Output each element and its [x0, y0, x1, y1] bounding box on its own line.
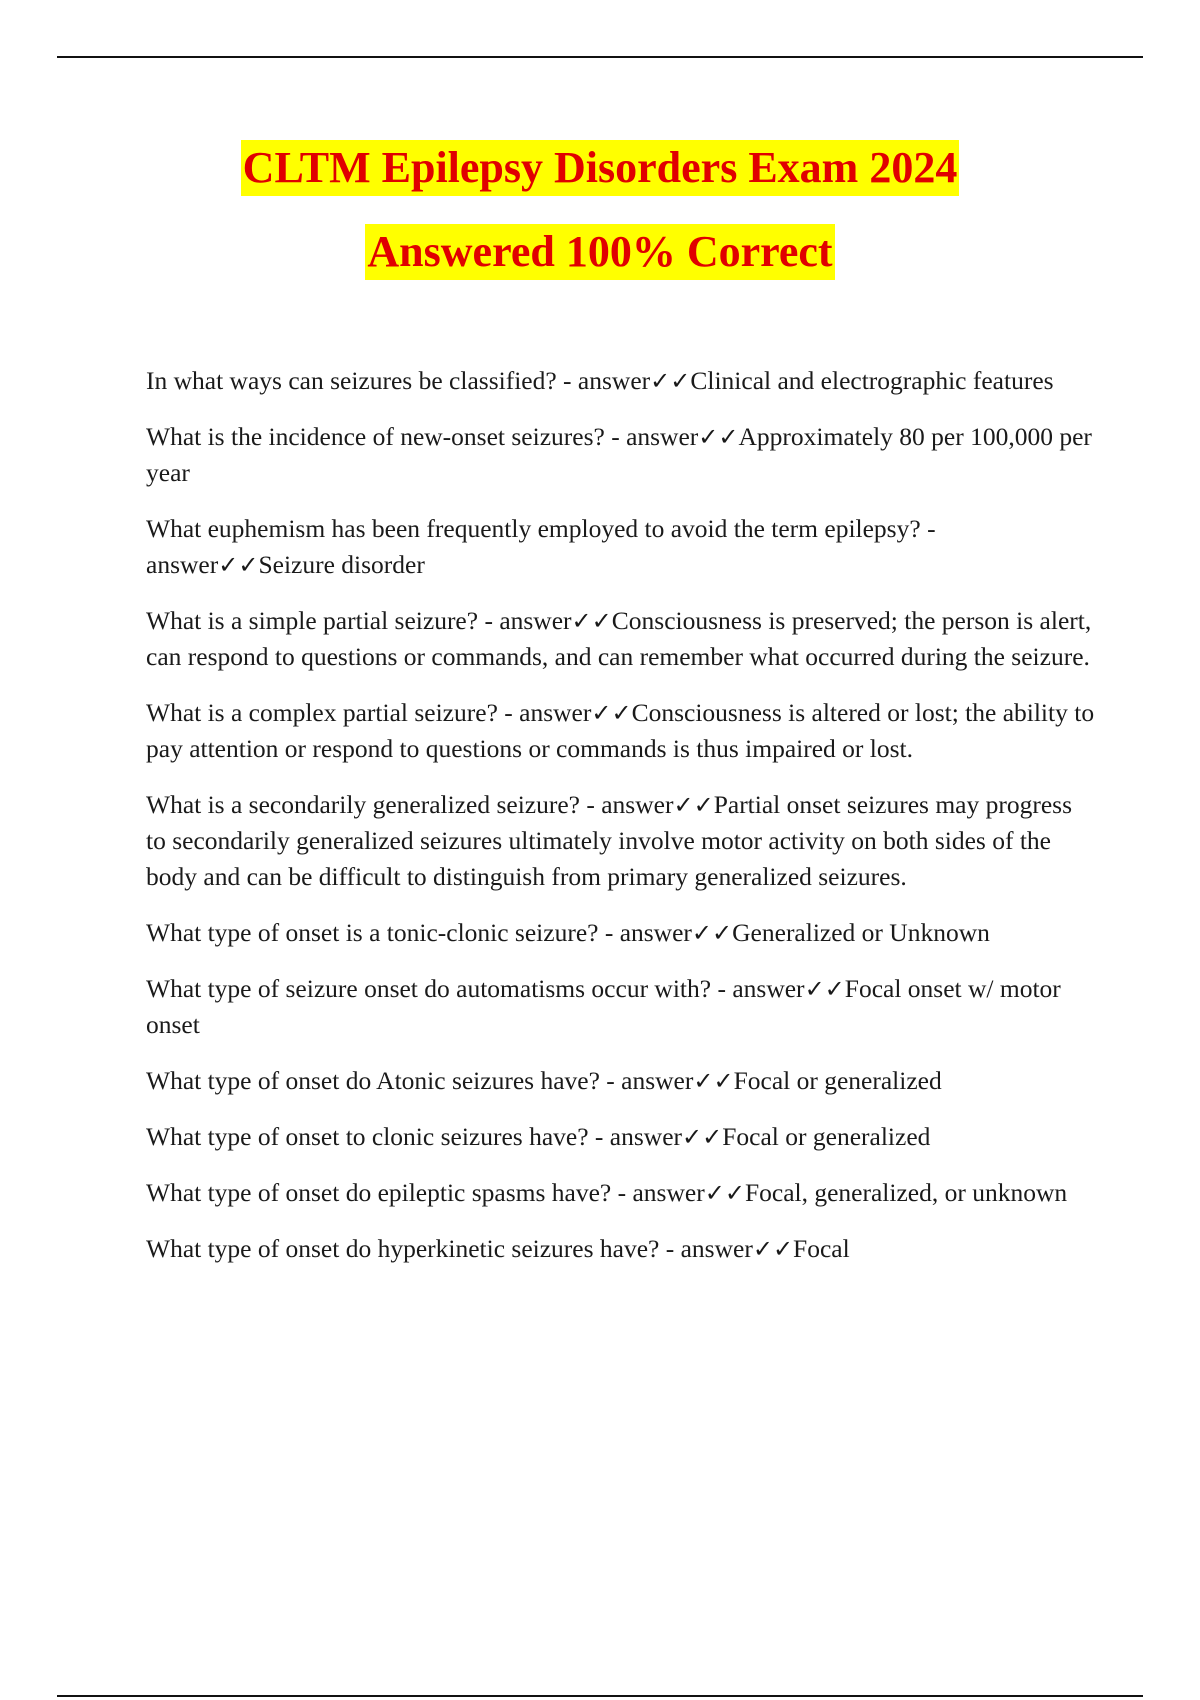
- answer-text: Focal or generalized: [733, 1066, 942, 1095]
- check-icon: ✓✓: [693, 1067, 734, 1095]
- answer-separator: - answer: [599, 1066, 694, 1095]
- answer-separator: - answer: [588, 1122, 683, 1151]
- answer-text: Consciousness is altered or lost; the ability to pay attention or respond to questions or commands is thus impaired or lost.: [146, 698, 1095, 763]
- answer-text: Consciousness is preserved; the person is alert, can respond to questions or commands, and can remember what occurred during the seizure.: [146, 606, 1092, 671]
- answer-text: Focal or generalized: [722, 1122, 931, 1151]
- title-line-2: Answered 100% Correct: [365, 224, 834, 280]
- qa-item: [146, 971, 1096, 1043]
- answer-text: Focal, generalized, or unknown: [744, 1178, 1068, 1207]
- question-text: What type of onset to clonic seizures have?: [146, 1122, 589, 1151]
- answer-separator: - answer: [497, 698, 592, 727]
- question-text: What type of onset do epileptic spasms have?: [146, 1178, 612, 1207]
- check-icon: ✓✓: [752, 1235, 794, 1263]
- qa-list: [146, 363, 1096, 1287]
- answer-separator: - answer: [478, 606, 572, 635]
- answer-separator: - answer: [659, 1234, 753, 1263]
- top-rule: [57, 56, 1143, 58]
- check-icon: ✓✓: [571, 607, 612, 635]
- check-icon: ✓✓: [704, 1179, 745, 1207]
- check-icon: ✓✓: [682, 1123, 723, 1151]
- answer-separator: - answer: [604, 422, 699, 451]
- question-text: What type of onset is a tonic-clonic seizure?: [146, 918, 599, 947]
- answer-text: Focal: [793, 1234, 850, 1263]
- qa-item: [146, 1175, 1096, 1211]
- check-icon: ✓✓: [650, 367, 691, 395]
- check-icon: ✓✓: [698, 423, 739, 451]
- check-icon: ✓✓: [591, 699, 632, 727]
- question-text: What euphemism has been frequently employed to avoid the term epilepsy?: [146, 514, 921, 543]
- answer-text: Clinical and electrographic features: [690, 366, 1054, 395]
- question-text: What type of onset do Atonic seizures have?: [146, 1066, 600, 1095]
- qa-item: [146, 915, 1096, 951]
- check-icon: ✓✓: [673, 791, 714, 819]
- answer-text: Seizure disorder: [258, 550, 425, 579]
- answer-separator: - answer: [146, 514, 936, 579]
- question-text: What is a secondarily generalized seizure?: [146, 790, 580, 819]
- question-text: In what ways can seizures be classified?: [146, 366, 557, 395]
- question-text: What is the incidence of new-onset seizures?: [146, 422, 605, 451]
- check-icon: ✓✓: [691, 919, 733, 947]
- qa-item: [146, 695, 1096, 767]
- title-line-1: CLTM Epilepsy Disorders Exam 2024: [241, 140, 960, 196]
- answer-text: Generalized or Unknown: [732, 918, 990, 947]
- title-block: [0, 140, 1200, 308]
- answer-text: Approximately 80 per 100,000 per year: [146, 422, 1092, 487]
- check-icon: ✓✓: [804, 975, 845, 1003]
- question-text: What is a complex partial seizure?: [146, 698, 498, 727]
- answer-text: Partial onset seizures may progress to secondarily generalized seizures ultimately involve motor activity on both sides of the body and can be difficult to distinguish from primary generalized seizures.: [146, 790, 1073, 891]
- answer-separator: - answer: [580, 790, 674, 819]
- question-text: What is a simple partial seizure?: [146, 606, 479, 635]
- answer-separator: - answer: [556, 366, 651, 395]
- question-text: What type of seizure onset do automatisms occur with?: [146, 974, 712, 1003]
- answer-text: Focal onset w/ motor onset: [146, 974, 1061, 1039]
- answer-separator: - answer: [611, 1178, 705, 1207]
- qa-item: [146, 603, 1096, 675]
- qa-item: [146, 1063, 1096, 1099]
- qa-item: [146, 1119, 1096, 1155]
- bottom-rule: [57, 1695, 1143, 1697]
- check-icon: ✓✓: [218, 551, 259, 579]
- qa-item: [146, 511, 1096, 583]
- answer-separator: - answer: [711, 974, 805, 1003]
- qa-item: [146, 419, 1096, 491]
- qa-item: [146, 363, 1096, 399]
- answer-separator: - answer: [598, 918, 692, 947]
- question-text: What type of onset do hyperkinetic seizures have?: [146, 1234, 660, 1263]
- qa-item: [146, 1231, 1096, 1267]
- qa-item: [146, 787, 1096, 895]
